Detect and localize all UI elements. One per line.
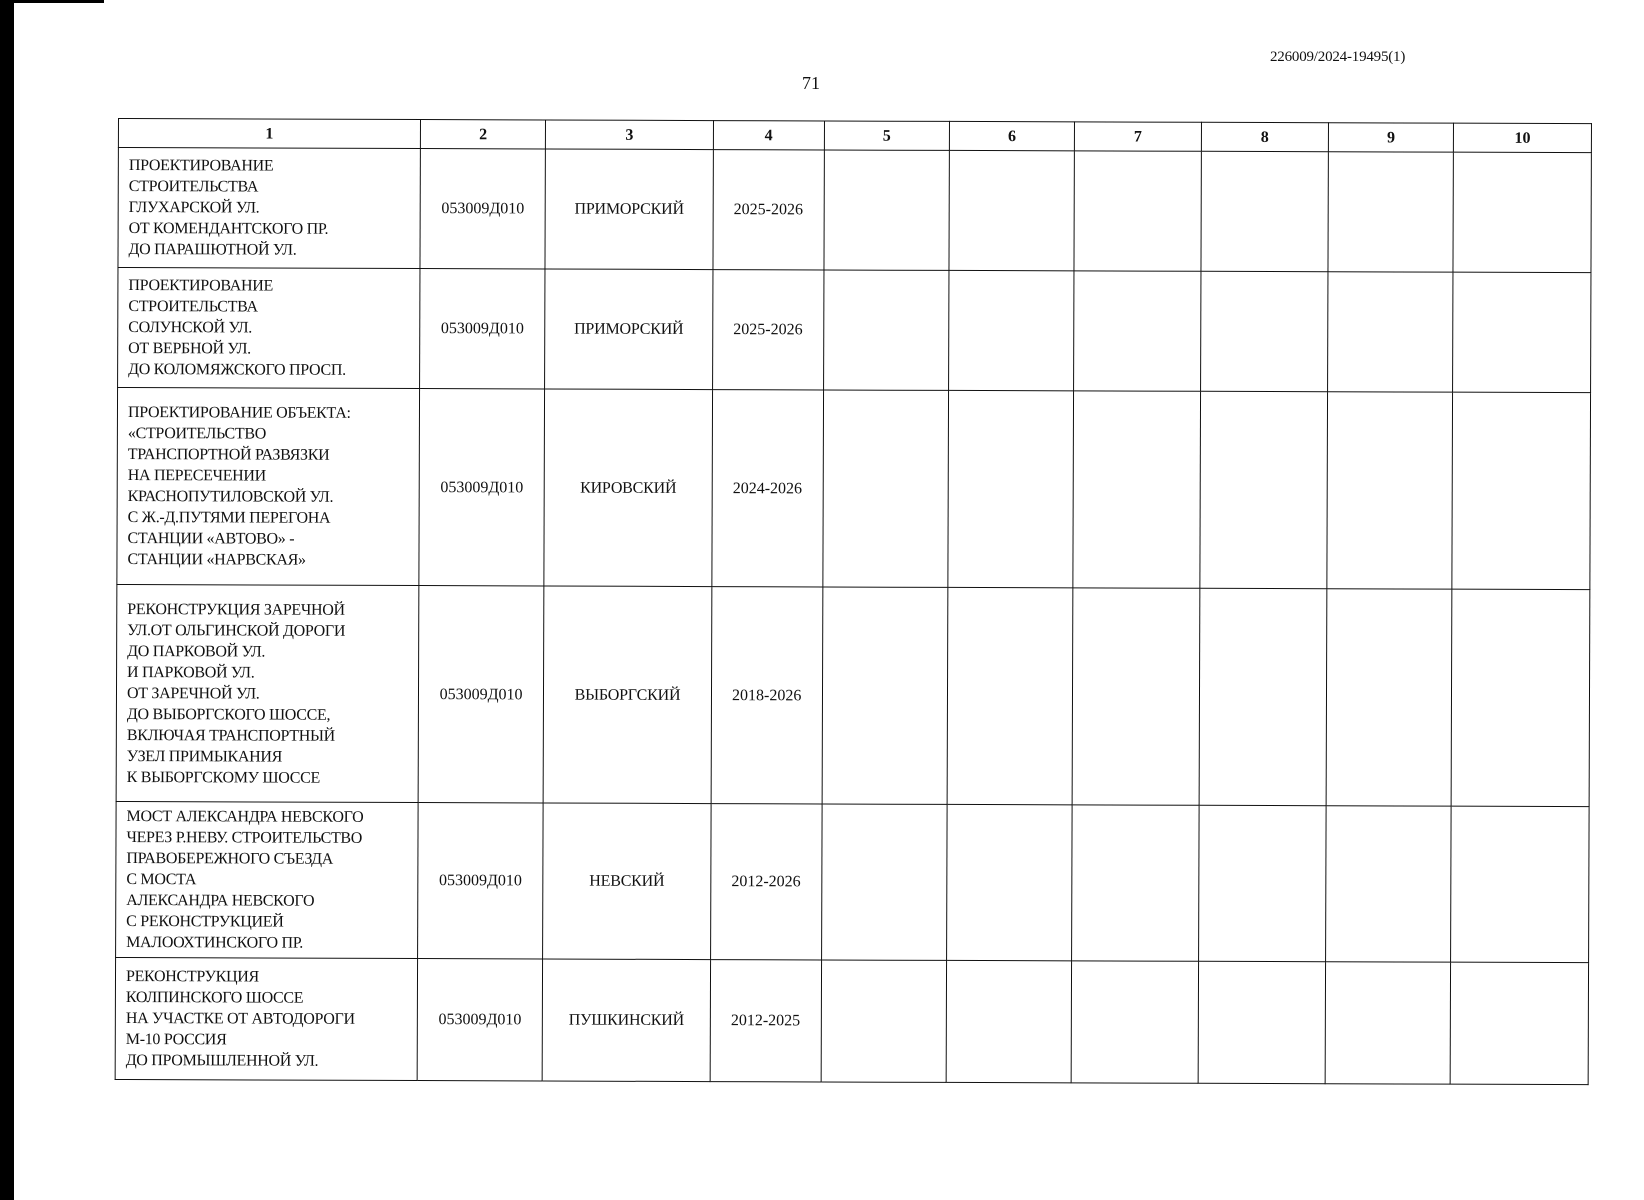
empty-cell [1326,589,1452,806]
empty-cell [1328,152,1454,272]
empty-cell [1199,391,1327,588]
empty-cell [1326,806,1452,962]
empty-cell [1200,271,1328,391]
empty-cell [822,587,948,804]
table-row [116,584,1590,806]
object-name-line: ПРОЕКТИРОВАНИЕ [128,157,274,175]
object-name-line: РЕКОНСТРУКЦИЯ [125,968,259,986]
empty-cell [1325,962,1451,1084]
budget-code-cell: 053009Д010 [420,269,546,389]
years-cell: 2025-2026 [712,270,823,390]
empty-cell [821,960,947,1082]
object-name-cell [116,584,419,802]
object-name-line: С Ж.-Д.ПУТЯМИ ПЕРЕГОНА [127,509,331,527]
empty-cell [1453,152,1591,272]
object-name-line: ДО ПРОМЫШЛЕННОЙ УЛ. [125,1052,319,1070]
years-cell: 2024-2026 [712,390,824,587]
empty-cell [1074,151,1201,271]
empty-cell [821,804,947,960]
column-header-2: 2 [420,120,545,149]
district-cell: НЕВСКИЙ [543,803,711,960]
object-name-line: АЛЕКСАНДРА НЕВСКОГО [126,892,315,910]
object-name-cell [118,148,420,269]
years-cell: 2012-2025 [710,960,821,1082]
empty-cell [1199,588,1327,805]
table-row [118,268,1591,393]
empty-cell [1452,392,1590,589]
empty-cell [947,804,1073,960]
object-name-line: «СТРОИТЕЛЬСТВО [127,425,267,443]
object-name-line: СТАНЦИИ «НАРВСКАЯ» [127,551,306,569]
document-number: 226009/2024-19495(1) [1270,49,1406,65]
empty-cell [1451,589,1589,806]
table-row [116,801,1590,962]
empty-cell [1450,962,1588,1084]
empty-cell [823,270,949,390]
budget-code-cell: 053009Д010 [419,389,545,586]
object-name-cell [115,957,417,1080]
object-name-line: СТРОИТЕЛЬСТВА [128,178,259,196]
object-name-line: УЗЕЛ ПРИМЫКАНИЯ [126,747,283,766]
empty-cell [1327,392,1453,589]
empty-cell [1198,805,1326,961]
years-cell: 2018-2026 [711,587,823,804]
column-header-3: 3 [546,120,714,150]
empty-cell [1074,271,1201,391]
object-name-cell [117,388,420,586]
empty-cell [1328,272,1454,392]
years-cell: 2012-2026 [710,804,821,960]
empty-cell [946,960,1072,1082]
empty-cell [1198,961,1326,1083]
object-name-line: ПРОЕКТИРОВАНИЕ [128,277,273,295]
empty-cell [1072,588,1199,805]
object-name-line: ПРОЕКТИРОВАНИЕ ОБЪЕКТА: [127,404,351,422]
object-name-line: К ВЫБОРГСКОМУ ШОССЕ [126,768,320,787]
empty-cell [949,150,1075,270]
object-name-line: УЛ.ОТ ОЛЬГИНСКОЙ ДОРОГИ [127,621,346,640]
column-header-9: 9 [1328,123,1453,152]
district-cell: ВЫБОРГСКИЙ [543,586,711,804]
object-name-line: СТРОИТЕЛЬСТВА [128,298,258,316]
object-name-line: ТРАНСПОРТНОЙ РАЗВЯЗКИ [127,446,330,464]
data-table [115,118,1592,1085]
empty-cell [823,390,949,587]
object-name-line: РЕКОНСТРУКЦИЯ ЗАРЕЧНОЙ [127,600,345,619]
years-cell: 2025-2026 [713,150,824,270]
empty-cell [948,390,1074,587]
object-name-line: ДО ВЫБОРГСКОГО ШОССЕ, [126,705,331,724]
district-cell: ПРИМОРСКИЙ [545,149,713,270]
object-name-cell [116,801,419,958]
column-header-7: 7 [1075,122,1201,151]
empty-cell [1451,806,1589,962]
table-row [117,388,1591,590]
object-name-line: ДО ПАРАШЮТНОЙ УЛ. [128,241,297,259]
object-name-line: ЧЕРЕЗ Р.НЕВУ. СТРОИТЕЛЬСТВО [126,829,363,847]
object-name-line: ОТ ЗАРЕЧНОЙ УЛ. [126,684,260,702]
column-header-10: 10 [1454,123,1592,152]
scan-edge-top [0,0,104,3]
object-name-line: С МОСТА [126,871,197,889]
budget-code-cell: 053009Д010 [420,149,546,269]
table-row [115,957,1588,1084]
object-name-line: МАЛООХТИНСКОГО ПР. [126,934,304,952]
column-header-4: 4 [713,121,824,150]
empty-cell [947,587,1073,804]
empty-cell [949,270,1075,390]
column-header-8: 8 [1201,122,1328,151]
scan-edge-left [0,0,14,1200]
object-name-cell [118,268,420,389]
object-name-line: ОТ ВЕРБНОЙ УЛ. [128,340,251,358]
district-cell: ПУШКИНСКИЙ [542,959,710,1082]
budget-code-cell: 053009Д010 [417,959,543,1081]
empty-cell [1072,805,1199,961]
page-number: 71 [802,73,820,93]
object-name-line: СТАНЦИИ «АВТОВО» - [127,530,295,548]
object-name-line: ПРАВОБЕРЕЖНОГО СЪЕЗДА [126,850,334,868]
object-name-line: КРАСНОПУТИЛОВСКОЙ УЛ. [127,488,334,506]
object-name-line: ДО ПАРКОВОЙ УЛ. [127,642,266,661]
empty-cell [1453,272,1591,392]
object-name-line: С РЕКОНСТРУКЦИЕЙ [126,913,284,931]
object-name-line: И ПАРКОВОЙ УЛ. [127,663,255,681]
empty-cell [1073,391,1200,588]
empty-cell [1201,151,1329,271]
column-header-5: 5 [824,121,949,150]
object-name-line: НА УЧАСТКЕ ОТ АВТОДОРОГИ [125,1010,355,1028]
column-header-1: 1 [118,119,420,149]
table-row [118,148,1591,273]
object-name-line: ВКЛЮЧАЯ ТРАНСПОРТНЫЙ [126,726,335,745]
object-name-line: СОЛУНСКОЙ УЛ. [128,319,253,337]
district-cell: КИРОВСКИЙ [544,389,712,587]
object-name-line: МОСТ АЛЕКСАНДРА НЕВСКОГО [126,808,364,826]
district-cell: ПРИМОРСКИЙ [545,269,713,390]
empty-cell [824,150,950,270]
column-header-6: 6 [949,121,1074,150]
budget-code-cell: 053009Д010 [418,586,544,803]
object-name-line: ОТ КОМЕНДАНТСКОГО ПР. [128,220,329,238]
budget-code-cell: 053009Д010 [418,803,544,959]
object-name-line: ДО КОЛОМЯЖСКОГО ПРОСП. [128,361,346,379]
object-name-line: КОЛПИНСКОГО ШОССЕ [125,989,304,1007]
empty-cell [1071,961,1198,1083]
object-name-line: М-10 РОССИЯ [125,1031,227,1049]
object-name-line: ГЛУХАРСКОЙ УЛ. [128,199,260,217]
object-name-line: НА ПЕРЕСЕЧЕНИИ [127,467,266,485]
